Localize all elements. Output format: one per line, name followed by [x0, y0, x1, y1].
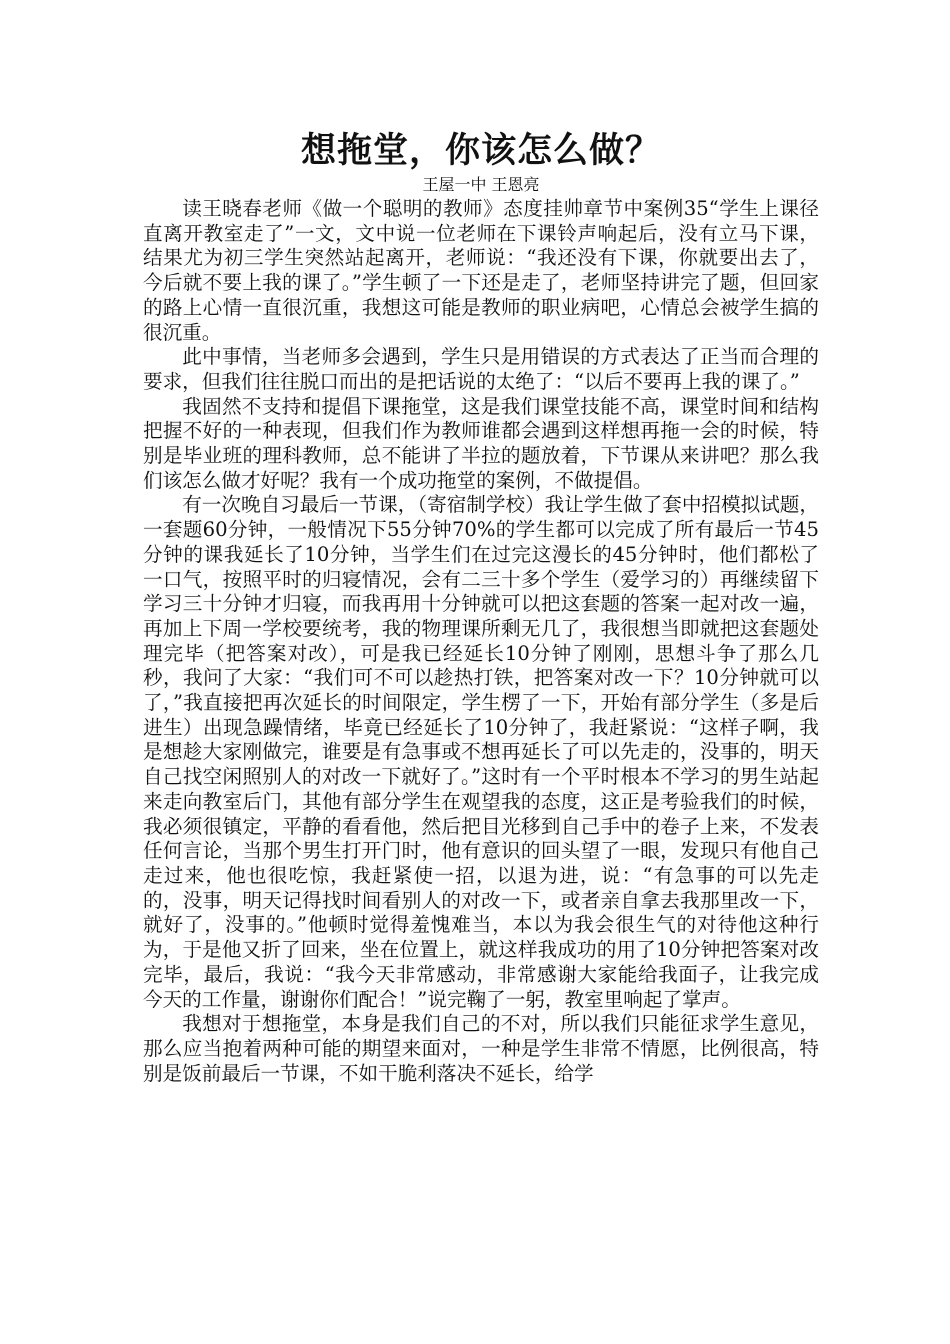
document-author: 王屋一中 王恩亮	[422, 175, 540, 194]
paragraph-4: 有一次晚自习最后一节课，（寄宿制学校）我让学生做了套中招模拟试题，一套题60分钟，一般情况下55分钟70%的学生都可以完成了所有最后一节45分钟的课我延长了10分钟，当学生们在过完这漫长的45分钟时，他们都松了一口气，按照平时的归寝情况，会有二三十多个学生（爱学习的）再继续留下学习三十分钟才归寝，而我再用十分钟就可以把这套题的答案一起对改一遍，再加上下周一学校要统考，我的物理课所剩无几了，我很想当即就把这套题处理完毕（把答案对改），可是我已经延长10分钟了刚刚，思想斗争了那么几秒，我问了大家：“我们可不可以趁热打铁，把答案对改一下？10分钟就可以了，”我直接把再次延长的时间限定，学生楞了一下，开始有部分学生（多是后进生）出现急躁情绪，毕竟已经延长了10分钟了，我赶紧说：“这样子啊，我是想趁大家刚做完，谁要是有急事或不想再延长了可以先走的，没事的，明天自己找空闲照别人的对改一下就好了。”这时有一个平时根本不学习的男生站起来走向教室后门，其他有部分学生在观望我的态度，这正是考验我们的时候，我必须很镇定，平静的看看他，然后把目光移到自己手中的卷子上来，不发表任何言论，当那个男生打开门时，他有意识的回头望了一眼，发现只有他自己走过来，他也很吃惊，我赶紧使一招，以退为进，说：“有急事的可以先走的，没事，明天记得找时间看别人的对改一下，或者亲自拿去我那里改一下，就好了，没事的。”他顿时觉得羞愧难当，本以为我会很生气的对待他这种行为，于是他又折了回来，坐在位置上，就这样我成功的用了10分钟把答案对改完毕，最后，我说：“我今天非常感动，非常感谢大家能给我面子，让我完成今天的工作量，谢谢你们配合！”说完鞠了一躬，教室里响起了掌声。	[143, 493, 819, 1011]
paragraph-1: 读王晓春老师《做一个聪明的教师》态度挂帅章节中案例35“学生上课径直离开教室走了”一文，文中说一位老师在下课铃声响起后，没有立马下课，结果尤为初三学生突然站起离开，老师说：“我还没有下课，你就要出去了，今后就不要上我的课了。”学生顿了一下还是走了，老师坚持讲完了题，但回家的路上心情一直很沉重，我想这可能是教师的职业病吧，心情总会被学生搞的很沉重。	[143, 197, 819, 344]
document-title: 想拖堂，你该怎么做？	[300, 130, 661, 171]
document-page	[143, 128, 819, 1086]
paragraph-2: 此中事情，当老师多会遇到，学生只是用错误的方式表达了正当而合理的要求，但我们往往脱口而出的是把话说的太绝了：“以后不要再上我的课了。”	[143, 345, 819, 393]
paragraph-5: 我想对于想拖堂，本身是我们自己的不对，所以我们只能征求学生意见，那么应当抱着两种可能的期望来面对，一种是学生非常不情愿，比例很高，特别是饭前最后一节课，不如干脆利落决不延长，给学	[143, 1012, 819, 1085]
paragraph-3: 我固然不支持和提倡下课拖堂，这是我们课堂技能不高，课堂时间和结构把握不好的一种表现，但我们作为教师谁都会遇到这样想再拖一会的时候，特别是毕业班的理科教师，总不能讲了半拉的题放着，下节课从来讲吧？那么我们该怎么做才好呢？我有一个成功拖堂的案例，不做提倡。	[143, 394, 819, 492]
